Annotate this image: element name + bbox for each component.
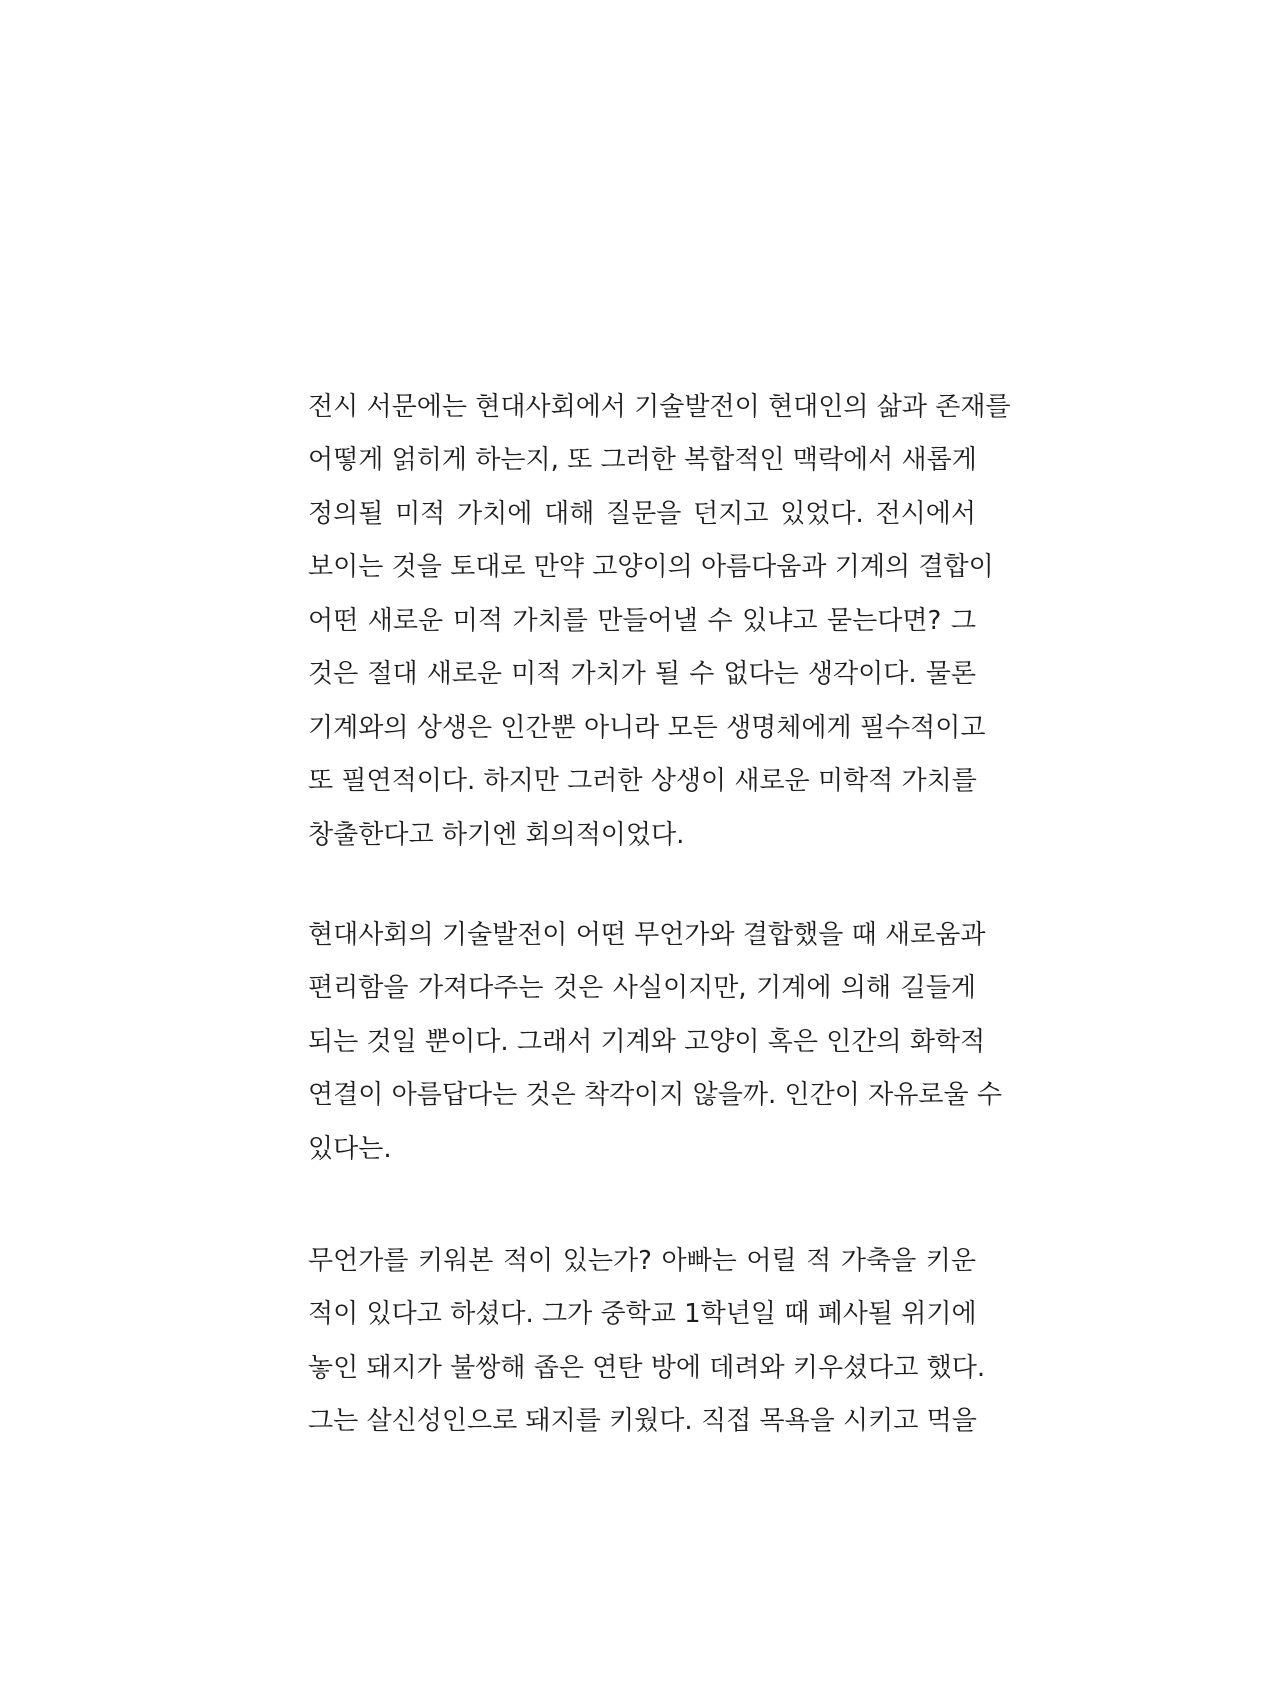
text-line: 창출한다고 하기엔 회의적이었다. xyxy=(308,820,685,850)
text-line: 무언가를 키워본 적이 있는가? 아빠는 어릴 적 가축을 키운 xyxy=(308,1246,976,1276)
text-line: 기계와의 상생은 인간뿐 아니라 모든 생명체에게 필수적이고 xyxy=(308,713,986,743)
text-line: 어떤 새로운 미적 가치를 만들어낼 수 있냐고 묻는다면? 그 xyxy=(308,606,976,636)
text-line: 놓인 돼지가 불쌍해 좁은 연탄 방에 데려와 키우셨다고 했다. xyxy=(308,1353,986,1383)
text-line: 정의될 미적 가치에 대해 질문을 던지고 있었다. 전시에서 xyxy=(308,499,976,529)
text-line: 현대사회의 기술발전이 어떤 무언가와 결합했을 때 새로움과 xyxy=(308,920,986,950)
text-line: 적이 있다고 하셨다. 그가 중학교 1학년일 때 폐사될 위기에 xyxy=(308,1299,977,1329)
text-line: 있다는. xyxy=(308,1134,392,1164)
text-line: 편리함을 가져다주는 것은 사실이지만, 기계에 의해 길들게 xyxy=(308,973,976,1003)
text-line: 보이는 것을 토대로 만약 고양이의 아름다움과 기계의 결합이 xyxy=(308,552,994,582)
text-line: 되는 것일 뿐이다. 그래서 기계와 고양이 혹은 인간의 화학적 xyxy=(308,1027,986,1057)
text-line: 어떻게 얽히게 하는지, 또 그러한 복합적인 맥락에서 새롭게 xyxy=(308,445,977,475)
text-line: 전시 서문에는 현대사회에서 기술발전이 현대인의 삶과 존재를 xyxy=(308,392,1011,422)
text-line: 그는 살신성인으로 돼지를 키웠다. 직접 목욕을 시키고 먹을 xyxy=(308,1406,977,1436)
text-line: 또 필연적이다. 하지만 그러한 상생이 새로운 미학적 가치를 xyxy=(308,766,977,796)
text-line: 연결이 아름답다는 것은 착각이지 않을까. 인간이 자유로울 수 xyxy=(308,1080,1003,1110)
text-line: 것은 절대 새로운 미적 가치가 될 수 없다는 생각이다. 물론 xyxy=(308,659,976,689)
